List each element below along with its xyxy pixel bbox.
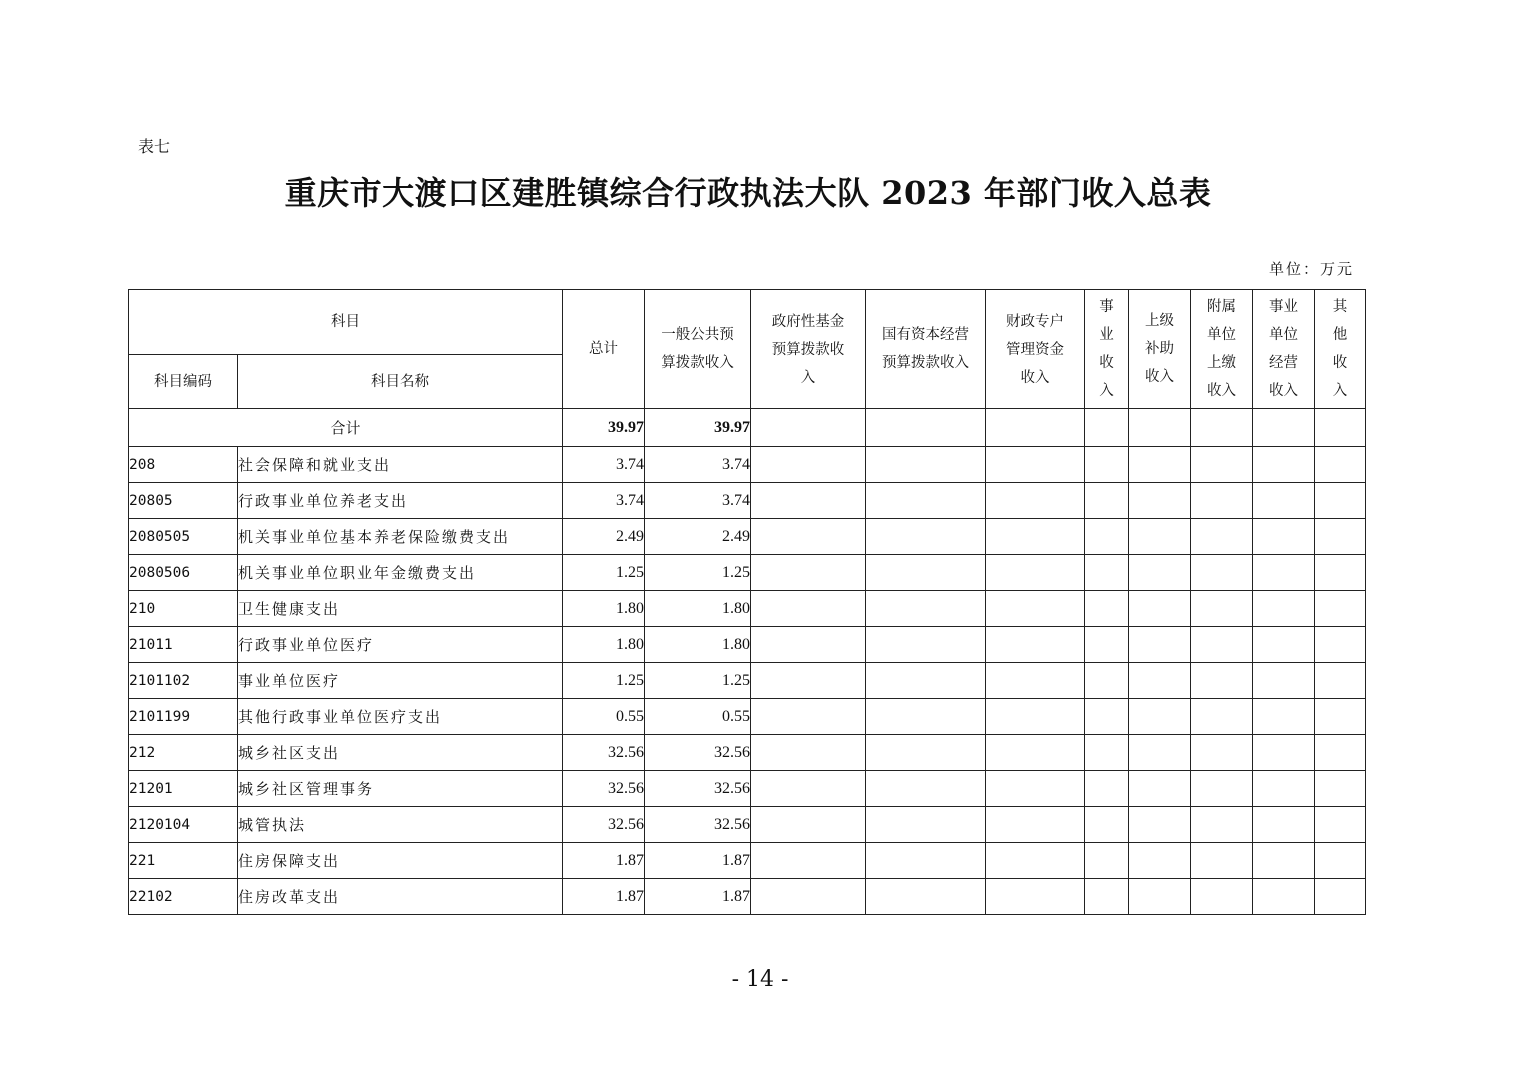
empty-cell [1191,663,1253,699]
subject-code-cell: 2101199 [129,699,238,735]
empty-cell [866,627,986,663]
page-number: - 14 - [731,967,789,992]
income-summary-table [128,289,1366,915]
header-business-income: 事业收入 [1085,290,1129,409]
empty-cell [751,879,866,915]
empty-cell [1129,519,1191,555]
subject-name-cell: 机关事业单位基本养老保险缴费支出 [238,519,563,555]
header-other-income: 其他收入 [1315,290,1366,409]
empty-cell [1253,771,1315,807]
table-row [129,483,1366,519]
empty-cell [751,663,866,699]
subject-code-cell: 2080505 [129,519,238,555]
general-budget-cell: 32.56 [645,807,751,843]
general-budget-cell: 32.56 [645,735,751,771]
empty-cell [751,735,866,771]
general-budget-cell: 1.87 [645,879,751,915]
empty-cell [866,519,986,555]
total-cell: 1.80 [563,627,645,663]
empty-cell [751,483,866,519]
header-total: 总计 [563,290,645,409]
empty-cell [866,447,986,483]
empty-cell [986,483,1085,519]
page-title: 重庆市大渡口区建胜镇综合行政执法大队 2023 年部门收入总表 [284,174,1212,212]
empty-cell [751,447,866,483]
subject-code-cell: 20805 [129,483,238,519]
empty-cell [1085,879,1129,915]
subject-code-cell: 212 [129,735,238,771]
empty-cell [986,735,1085,771]
empty-cell [866,735,986,771]
empty-cell [866,843,986,879]
empty-cell [1085,807,1129,843]
general-budget-cell: 1.80 [645,627,751,663]
empty-cell [1315,843,1366,879]
empty-cell [1085,771,1129,807]
total-cell: 32.56 [563,735,645,771]
empty-cell [986,591,1085,627]
empty-cell [1129,735,1191,771]
subject-code-cell: 2080506 [129,555,238,591]
empty-cell [1085,627,1129,663]
empty-cell [1315,699,1366,735]
empty-cell [1129,591,1191,627]
empty-cell [751,807,866,843]
empty-cell [1315,879,1366,915]
empty-cell [986,663,1085,699]
empty-cell [1129,447,1191,483]
total-cell: 1.25 [563,555,645,591]
empty-cell [1191,807,1253,843]
total-general-cell: 39.97 [645,409,751,447]
empty-cell [751,627,866,663]
header-state-capital: 国有资本经营预算拨款收入 [866,290,986,409]
total-row [129,409,1366,447]
header-superior-subsidy: 上级补助收入 [1129,290,1191,409]
empty-cell [751,591,866,627]
empty-cell [1253,663,1315,699]
subject-name-cell: 城乡社区管理事务 [238,771,563,807]
header-affiliated-income: 附属单位上缴收入 [1191,290,1253,409]
subject-code-cell: 2120104 [129,807,238,843]
empty-cell [866,879,986,915]
subject-code-cell: 2101102 [129,663,238,699]
empty-cell [751,771,866,807]
empty-cell [1191,447,1253,483]
empty-cell [1129,555,1191,591]
empty-cell [1253,843,1315,879]
subject-code-cell: 21011 [129,627,238,663]
table-label: 表七 [138,137,171,156]
empty-cell [1129,843,1191,879]
empty-cell [866,807,986,843]
empty-cell [1253,807,1315,843]
empty-cell [1253,627,1315,663]
header-name: 科目名称 [238,355,563,409]
subject-code-cell: 221 [129,843,238,879]
empty-cell [986,447,1085,483]
total-cell: 0.55 [563,699,645,735]
empty-cell [1129,879,1191,915]
empty-cell [866,663,986,699]
empty-cell [1191,591,1253,627]
empty-cell [1085,699,1129,735]
empty-cell [1085,735,1129,771]
empty-cell [1315,591,1366,627]
table-row [129,735,1366,771]
empty-cell [751,555,866,591]
subject-code-cell: 21201 [129,771,238,807]
table-row [129,843,1366,879]
empty-cell [1129,627,1191,663]
empty-cell [1129,483,1191,519]
empty-cell [1191,843,1253,879]
subject-name-cell: 城管执法 [238,807,563,843]
subject-name-cell: 城乡社区支出 [238,735,563,771]
general-budget-cell: 1.25 [645,555,751,591]
general-budget-cell: 1.80 [645,591,751,627]
empty-cell [1253,519,1315,555]
header-fiscal-special: 财政专户管理资金收入 [986,290,1085,409]
table-row [129,771,1366,807]
subject-name-cell: 行政事业单位养老支出 [238,483,563,519]
general-budget-cell: 1.25 [645,663,751,699]
empty-cell [1315,771,1366,807]
empty-cell [866,699,986,735]
empty-cell [1253,483,1315,519]
empty-cell [866,771,986,807]
empty-cell [986,699,1085,735]
empty-cell [1315,447,1366,483]
empty-cell [1085,519,1129,555]
table-row [129,699,1366,735]
empty-cell [1315,555,1366,591]
subject-code-cell: 210 [129,591,238,627]
total-label: 合计 [129,409,563,447]
empty-cell [1191,735,1253,771]
empty-cell [1315,627,1366,663]
total-cell: 3.74 [563,483,645,519]
empty-cell [1191,879,1253,915]
subject-name-cell: 其他行政事业单位医疗支出 [238,699,563,735]
empty-cell [986,555,1085,591]
empty-cell [751,699,866,735]
empty-cell [1085,555,1129,591]
empty-cell [1129,771,1191,807]
empty-cell [986,771,1085,807]
table-row [129,807,1366,843]
subject-name-cell: 机关事业单位职业年金缴费支出 [238,555,563,591]
total-cell: 1.87 [563,879,645,915]
subject-code-cell: 22102 [129,879,238,915]
empty-cell [1253,735,1315,771]
unit-label: 单位：万元 [1268,260,1354,278]
empty-cell [1315,519,1366,555]
header-general-budget: 一般公共预算拨款收入 [645,290,751,409]
empty-cell [986,843,1085,879]
total-cell: 1.87 [563,843,645,879]
subject-name-cell: 住房保障支出 [238,843,563,879]
empty-cell [1191,555,1253,591]
empty-cell [1315,807,1366,843]
table-row [129,447,1366,483]
empty-cell [1191,771,1253,807]
empty-cell [1129,807,1191,843]
empty-cell [1085,483,1129,519]
empty-cell [1085,843,1129,879]
empty-cell [1085,663,1129,699]
general-budget-cell: 2.49 [645,519,751,555]
total-cell: 3.74 [563,447,645,483]
empty-cell [866,591,986,627]
table-row [129,591,1366,627]
subject-name-cell: 社会保障和就业支出 [238,447,563,483]
empty-cell [1129,699,1191,735]
general-budget-cell: 1.87 [645,843,751,879]
table-row [129,627,1366,663]
subject-name-cell: 卫生健康支出 [238,591,563,627]
empty-cell [1253,591,1315,627]
empty-cell [986,627,1085,663]
total-cell: 32.56 [563,807,645,843]
empty-cell [1191,519,1253,555]
empty-cell [1191,483,1253,519]
empty-cell [1191,699,1253,735]
general-budget-cell: 0.55 [645,699,751,735]
empty-cell [1253,555,1315,591]
general-budget-cell: 3.74 [645,483,751,519]
empty-cell [1253,699,1315,735]
total-cell: 32.56 [563,771,645,807]
empty-cell [986,807,1085,843]
empty-cell [751,843,866,879]
subject-code-cell: 208 [129,447,238,483]
total-cell: 2.49 [563,519,645,555]
empty-cell [1315,735,1366,771]
empty-cell [986,879,1085,915]
empty-cell [1253,879,1315,915]
subject-name-cell: 事业单位医疗 [238,663,563,699]
empty-cell [1085,591,1129,627]
empty-cell [1129,663,1191,699]
subject-name-cell: 住房改革支出 [238,879,563,915]
general-budget-cell: 3.74 [645,447,751,483]
header-business-operation: 事业单位经营收入 [1253,290,1315,409]
empty-cell [1315,663,1366,699]
header-subject: 科目 [129,290,563,355]
table-row [129,663,1366,699]
table-row [129,519,1366,555]
empty-cell [1085,447,1129,483]
empty-cell [751,519,866,555]
total-cell: 1.80 [563,591,645,627]
total-total-cell: 39.97 [563,409,645,447]
empty-cell [866,483,986,519]
table-row [129,879,1366,915]
header-gov-fund: 政府性基金预算拨款收入 [751,290,866,409]
header-code: 科目编码 [129,355,238,409]
empty-cell [986,519,1085,555]
empty-cell [1253,447,1315,483]
total-cell: 1.25 [563,663,645,699]
empty-cell [866,555,986,591]
empty-cell [1315,483,1366,519]
empty-cell [1191,627,1253,663]
general-budget-cell: 32.56 [645,771,751,807]
table-row [129,555,1366,591]
subject-name-cell: 行政事业单位医疗 [238,627,563,663]
